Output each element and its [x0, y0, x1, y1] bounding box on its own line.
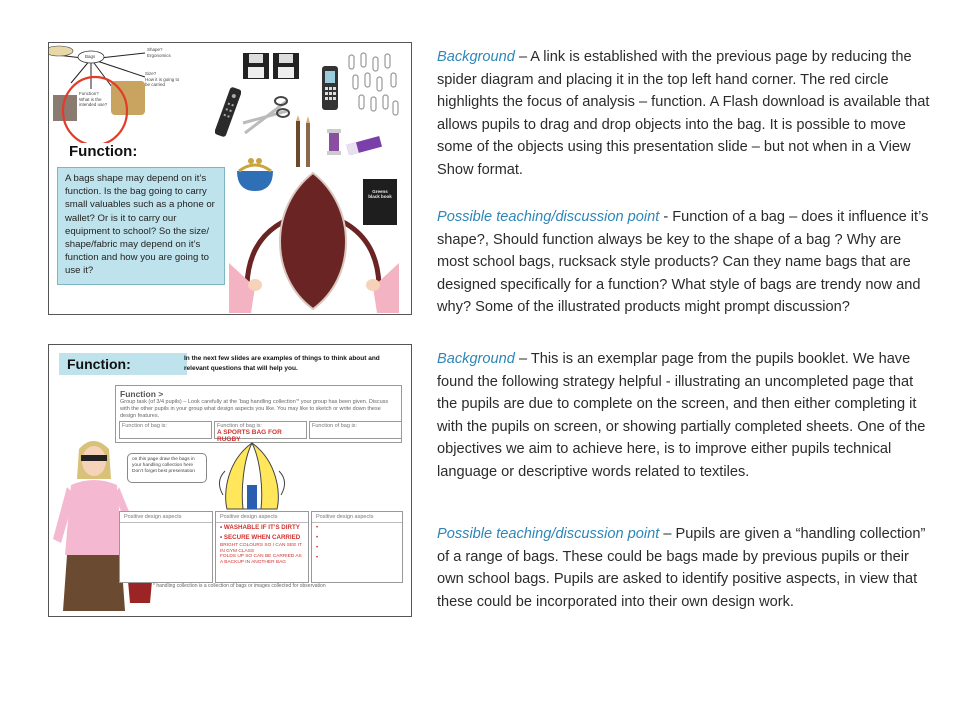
task-title: Function >	[120, 389, 164, 399]
empty-bullet: •	[316, 535, 319, 541]
thread-icon[interactable]	[325, 127, 343, 157]
speech-bubble: on this page draw the bags in your handling collection here Don’t forget best presentation	[127, 453, 207, 483]
spider-label: Shape?	[147, 47, 163, 52]
aspect-item: • WASHABLE IF IT’S DIRTY	[220, 524, 300, 531]
function-of-bag-field[interactable]	[214, 421, 307, 443]
aspect-item: • SECURE WHEN CARRIED	[220, 534, 301, 541]
footnote: * handling collection is a collection of bags or images collected for observation	[153, 583, 326, 589]
empty-bullet: •	[316, 525, 319, 531]
function-heading: Function:	[67, 356, 131, 372]
mobile-phone-icon[interactable]	[321, 65, 339, 111]
note-discussion-2	[437, 523, 932, 613]
aspects-header: Positive design aspects	[120, 512, 212, 523]
function-heading-band	[59, 353, 187, 375]
floppy-disk-icon[interactable]	[242, 51, 302, 81]
slide-booklet-page	[48, 344, 412, 617]
note-lead: Possible teaching/discussion point	[437, 209, 660, 225]
pencil-icon[interactable]	[293, 115, 315, 171]
spider-label: Size?	[145, 71, 157, 76]
aspect-item: FOLDS UP SO CAN BE CARRIED AS A BACKUP IN ANOTHER BAG	[220, 554, 302, 565]
note-background-2	[437, 348, 932, 484]
slide-hint-text: In the next few slides are examples of things to think about and relevant questions that will help you.	[184, 355, 380, 372]
positive-aspects-column[interactable]	[119, 511, 213, 583]
note-lead: Possible teaching/discussion point	[437, 526, 660, 542]
positive-aspects-column[interactable]	[215, 511, 309, 583]
field-label: Function of bag is:	[312, 423, 357, 429]
field-label: Function of bag is:	[122, 423, 167, 429]
note-text: – This is an exemplar page from the pupils booklet. We have found the following strategy helpful - illustrating an uncompleted page that the pupils are due to complete on the screen, and then either completing it with the pupils on screen, or showing partially completed sheets. One of the objectives we aim to achieve here, is to improve either pupils technical language or descriptive words related to textiles.	[437, 351, 926, 480]
empty-bullet: •	[316, 545, 319, 551]
empty-bullet: •	[316, 555, 319, 561]
aspects-header: Positive design aspects	[216, 512, 308, 523]
spider-label: How it is going to be carried	[145, 77, 180, 87]
note-lead: Background	[437, 49, 515, 65]
task-text: Group task (of 3/4 pupils) – Look carefully at the ‘bag handling collection’* your group has been given. Discuss with the other pupils in your group what design aspects you like. You may like to sketch or write down these design features.	[120, 399, 389, 419]
note-lead: Background	[437, 351, 515, 367]
positive-aspects-column[interactable]	[311, 511, 403, 583]
spider-label: Function?	[79, 91, 99, 96]
paperclip-icon[interactable]	[345, 51, 405, 131]
bag-icon[interactable]	[229, 167, 399, 315]
eraser-icon[interactable]	[345, 135, 385, 155]
sports-bag-drawing	[217, 441, 287, 515]
spider-label: What is the intended use?	[79, 97, 108, 107]
note-discussion-1	[437, 206, 932, 319]
note-text: - Function of a bag – does it influence it’s shape?, Should function always be key to the shape of a bag ? Why are most school bags, rucksack style products? Can they name bags that are designed specifically for a function? What style of bags are trendy now and why? Some of the illustrated products might prompt discussion?	[437, 209, 929, 316]
spider-label: Bags	[85, 54, 96, 59]
note-text: – Pupils are given a “handling collection” of a range of bags. These could be bags made by previous pupils or their own school bags. Pupils are asked to identify positive aspects, in view that these could be incorporated into their own design work.	[437, 526, 926, 610]
note-background-1	[437, 46, 932, 182]
field-value: A SPORTS BAG FOR RUGBY	[217, 429, 282, 443]
function-heading: Function:	[69, 143, 138, 160]
slide-function-objects	[48, 42, 412, 315]
aspect-item: BRIGHT COLOURS SO I CAN SEE IT IN GYM CLASS	[220, 543, 302, 554]
aspects-header: Positive design aspects	[312, 512, 402, 523]
spider-label: Ergonomics	[147, 53, 171, 58]
function-description-box: A bags shape may depend on it’s function. Is the bag going to carry small valuables such as a phone or wallet? Or is it to carry our equipment to school? So the size/ shape/fabric may depend on it’s function and how you are going to use it?	[57, 167, 225, 285]
scissors-icon[interactable]	[237, 93, 293, 139]
note-text: – A link is established with the previous page by reducing the spider diagram and placing it in the top left hand corner. The red circle highlights the focus of analysis – function. A Flash download is available that allows pupils to drag and drop objects into the bag. It is possible to move some of the objects using this presentation slide – but not when in a View Show format.	[437, 49, 930, 178]
function-of-bag-field[interactable]	[309, 421, 402, 439]
field-label: Function of bag is:	[217, 423, 262, 429]
spider-diagram	[49, 43, 199, 143]
notebook-label: Greens black book	[368, 189, 392, 199]
